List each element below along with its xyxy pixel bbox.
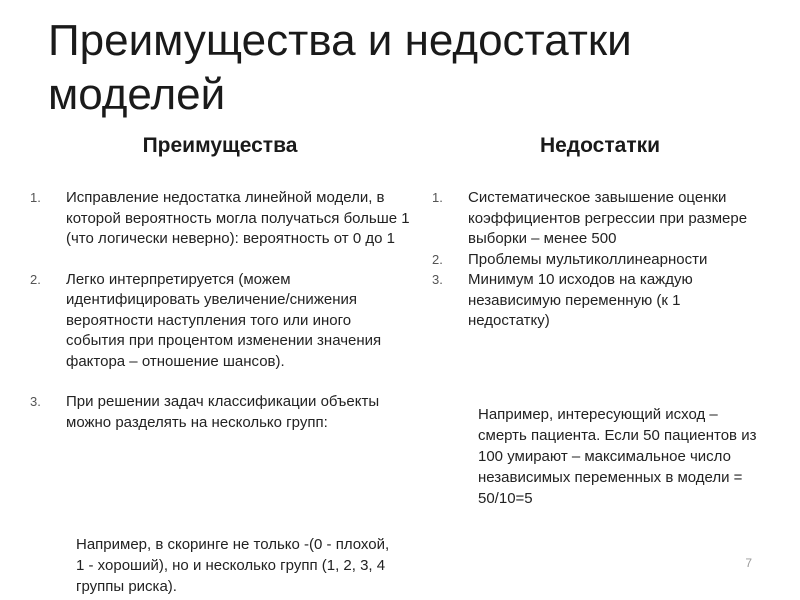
list-item-number: 2.: [30, 271, 41, 287]
disadvantages-list: [432, 188, 762, 332]
list-item-number: 1.: [30, 190, 41, 205]
list-item-text: Исправление недостатка линейной модели, в которой вероятность могла получаться больше 1 (что логически неверно): вероятность от 0 до 1: [66, 189, 410, 247]
list-item: [30, 188, 410, 250]
advantages-list: [30, 188, 410, 453]
advantages-example: Например, в скоринге не только -(0 - плохой, 1 - хороший), но и несколько групп (1, 2, 3, 4 группы риска).: [76, 536, 390, 595]
list-item-text: Легко интерпретируется (можем идентифицировать увеличение/снижения вероятности наступления того или иного события при процентом изменении значения фактора – отношение шансов).: [66, 270, 382, 370]
list-item-number: 1.: [432, 190, 443, 205]
slide-title: Преимущества и недостатки моделей: [48, 16, 632, 119]
disadvantages-example: Например, интересующий исход – смерть пациента. Если 50 пациентов из 100 умирают – максимальное число независимых переменных в модели = 50/10=5: [478, 406, 757, 507]
list-item: [432, 250, 762, 271]
advantages-heading: Преимущества: [142, 134, 298, 157]
list-item: [30, 270, 410, 373]
list-item-text: При решении задач классификации объекты можно разделять на несколько групп:: [66, 393, 380, 431]
list-item: [432, 270, 762, 332]
list-item: [432, 188, 762, 250]
page-number: 7: [745, 556, 752, 570]
list-item-number: 2.: [432, 251, 443, 267]
list-item: [30, 392, 410, 433]
list-item-number: 3.: [30, 394, 41, 409]
disadvantages-heading: Недостатки: [539, 134, 661, 157]
list-item-number: 3.: [432, 272, 443, 287]
list-item-text: Проблемы мультиколлинеарности: [468, 250, 708, 268]
list-item-text: Минимум 10 исходов на каждую независимую переменную (к 1 недостатку): [468, 271, 693, 329]
list-item-text: Систематическое завышение оценки коэффициентов регрессии при размере выборки – менее 500: [468, 189, 748, 247]
